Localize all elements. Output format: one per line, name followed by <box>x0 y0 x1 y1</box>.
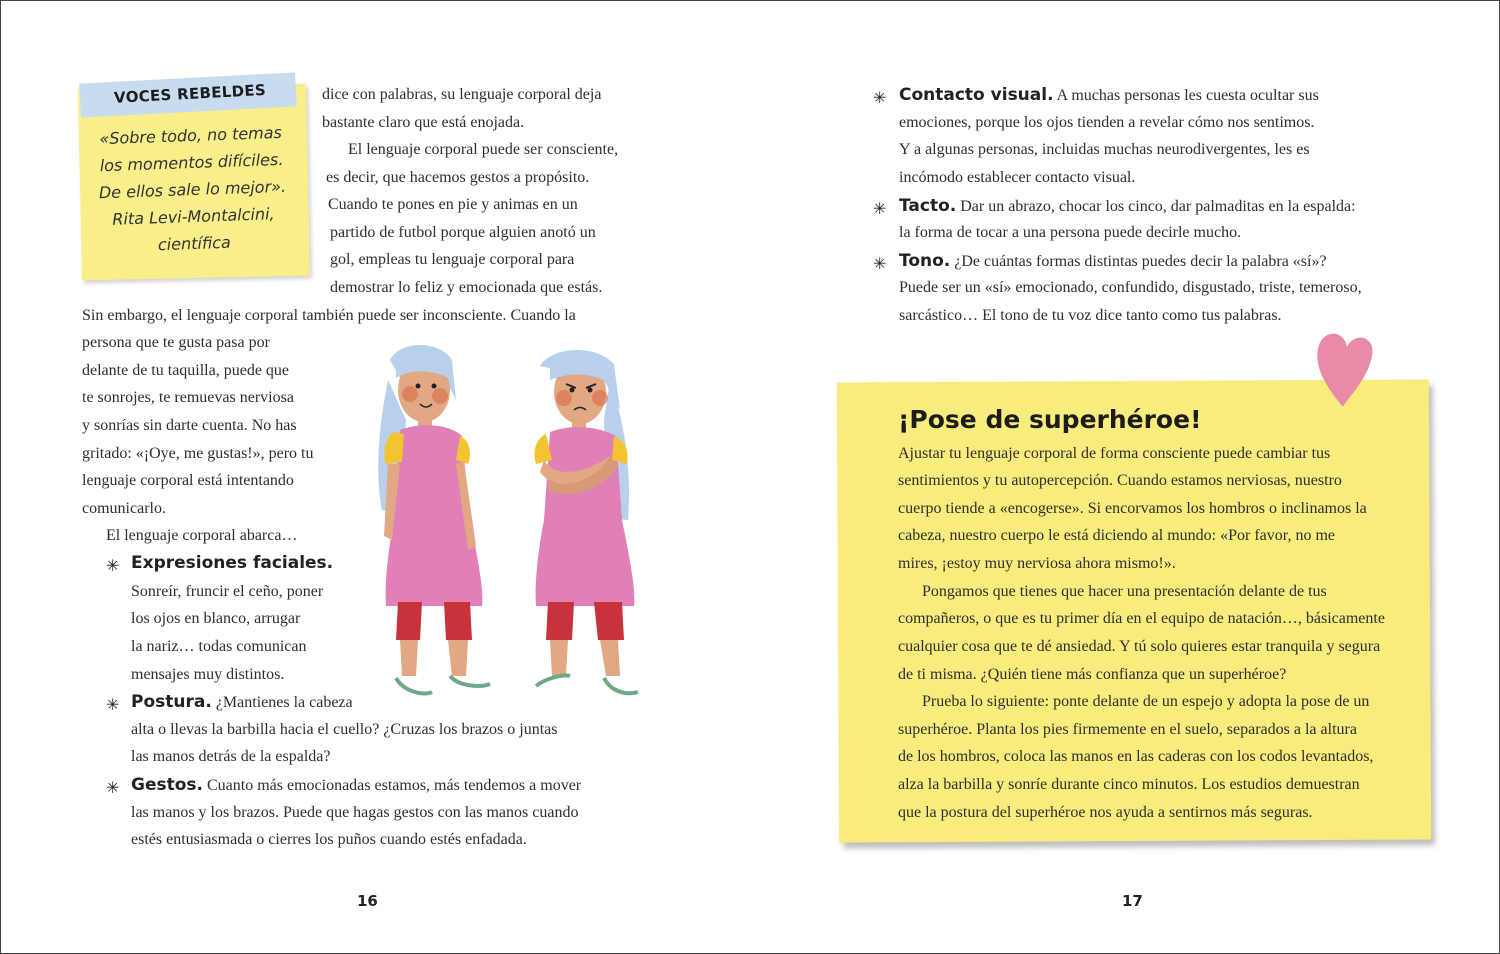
pose-line: superhéroe. Planta los pies firmemente en el suelo, separados a la altura <box>898 721 1357 738</box>
asterisk-bullet-icon: ✳ <box>873 199 887 218</box>
asterisk-bullet-icon: ✳ <box>106 695 120 714</box>
pose-line: cabeza, nuestro cuerpo le está diciendo al mundo: «Por favor, no me <box>898 527 1335 544</box>
bullet-contacto-first <box>899 85 1319 105</box>
body-line: persona que te gusta pasa por <box>82 334 270 351</box>
body-line: Cuando te pones en pie y animas en un <box>328 196 578 213</box>
pose-line: de los hombros, coloca las manos en las caderas con los codos levantados, <box>898 748 1374 765</box>
pose-line: Ajustar tu lenguaje corporal de forma consciente puede cambiar tus <box>898 445 1331 462</box>
bullet-gestos-first <box>131 775 581 795</box>
body-line: bastante claro que está enojada. <box>322 114 525 131</box>
asterisk-bullet-icon: ✳ <box>873 88 887 107</box>
bullet-line: los ojos en blanco, arrugar <box>131 610 301 627</box>
bullet-text: Cuanto más emocionadas estamos, más tendemos a mover <box>206 777 582 794</box>
body-line: demostrar lo feliz y emocionada que estás. <box>330 279 603 296</box>
pose-line: alza la barbilla y sonríe durante cinco minutos. Los estudios demuestran <box>898 776 1360 793</box>
pose-line: Prueba lo siguiente: ponte delante de un espejo y adopta la pose de un <box>922 693 1370 710</box>
girl-arms-crossed <box>534 350 638 693</box>
quote-line: «Sobre todo, no temas <box>99 122 283 149</box>
bullet-line: sarcástico… El tono de tu voz dice tanto como tus palabras. <box>899 307 1282 324</box>
girl-smiling <box>378 345 490 693</box>
pose-line: sentimientos y tu autopercepción. Cuando estamos nerviosas, nuestro <box>898 472 1342 489</box>
body-line: partido de futbol porque alguien anotó un <box>330 224 596 241</box>
bullet-text: Dar un abrazo, chocar los cinco, dar palmaditas en la espalda: <box>960 198 1356 215</box>
bullet-title-postura: Postura. <box>131 692 212 712</box>
pose-line: cuerpo tiende a «encogerse». Si encorvamos los hombros o inclinamos la <box>898 500 1367 517</box>
bullet-line: la nariz… todas comunican <box>131 638 307 655</box>
body-line: te sonrojes, te remuevas nerviosa <box>82 389 294 406</box>
body-line: El lenguaje corporal puede ser consciente, <box>348 141 619 158</box>
pose-line: compañeros, o que es tu primer día en el equipo de natación…, básicamente <box>898 610 1385 627</box>
body-line: dice con palabras, su lenguaje corporal deja <box>322 86 602 103</box>
pose-line: de ti misma. ¿Quién tiene más confianza que un superhéroe? <box>898 666 1287 683</box>
quote-line: De ellos sale lo mejor». <box>98 176 287 203</box>
bullet-line: Puede ser un «sí» emocionado, confundido, disgustado, triste, temeroso, <box>899 279 1362 296</box>
bullet-title-contacto: Contacto visual. <box>899 85 1054 105</box>
body-line: gritado: «¡Oye, me gustas!», pero tu <box>82 445 314 462</box>
pose-line: mires, ¡estoy muy nerviosa ahora mismo!». <box>898 555 1176 572</box>
pose-line: que la postura del superhéroe nos ayuda a sentirnos más seguras. <box>898 804 1313 821</box>
bullet-line: Sonreír, fruncir el ceño, poner <box>131 583 324 600</box>
bullet-line: alta o llevas la barbilla hacia el cuello? ¿Cruzas los brazos o juntas <box>131 721 558 738</box>
asterisk-bullet-icon: ✳ <box>106 556 120 575</box>
pose-title: ¡Pose de superhéroe! <box>898 405 1202 434</box>
bullet-title-faciales: Expresiones faciales. <box>131 553 334 573</box>
bullet-postura-first <box>131 692 353 712</box>
body-line: gol, empleas tu lenguaje corporal para <box>330 251 575 268</box>
page-number-left: 16 <box>357 892 378 910</box>
body-line: delante de tu taquilla, puede que <box>82 362 290 379</box>
girls-illustration <box>360 340 660 710</box>
bullet-title-gestos: Gestos. <box>131 775 203 795</box>
bullet-line: estés entusiasmada o cierres los puños cuando estés enfadada. <box>131 831 527 848</box>
bullet-line: incómodo establecer contacto visual. <box>899 169 1136 186</box>
quote-line: Rita Levi-Montalcini, <box>111 204 275 229</box>
body-line: es decir, que hacemos gestos a propósito. <box>326 169 590 186</box>
heart-icon <box>1308 328 1374 408</box>
body-line: El lenguaje corporal abarca… <box>106 527 298 544</box>
bullet-title-tono: Tono. <box>899 251 951 271</box>
bullet-line: Y a algunas personas, incluidas muchas neurodivergentes, les es <box>899 141 1310 158</box>
bullet-line: las manos detrás de la espalda? <box>131 748 331 765</box>
page-number-right: 17 <box>1122 892 1143 910</box>
pose-line: cualquier cosa que te dé ansiedad. Y tú solo quieres estar tranquila y segura <box>898 638 1381 655</box>
body-line: y sonrías sin darte cuenta. No has <box>82 417 297 434</box>
quote-line: científica <box>157 232 232 255</box>
bullet-line: emociones, porque los ojos tienden a revelar cómo nos sentimos. <box>899 114 1315 131</box>
bullet-text: ¿Mantienes la cabeza <box>215 694 353 711</box>
asterisk-bullet-icon: ✳ <box>873 254 887 273</box>
bullet-tono-first <box>899 251 1327 271</box>
bullet-title-tacto: Tacto. <box>899 196 957 216</box>
body-line: comunicarlo. <box>82 500 166 517</box>
bullet-tacto-first <box>899 196 1356 216</box>
bullet-line: mensajes muy distintos. <box>131 666 285 683</box>
note-tab-label: VOCES REBELDES <box>113 80 267 107</box>
bullet-line: las manos y los brazos. Puede que hagas gestos con las manos cuando <box>131 804 579 821</box>
bullet-line: la forma de tocar a una persona puede decirle mucho. <box>899 224 1242 241</box>
body-line: Sin embargo, el lenguaje corporal también puede ser inconsciente. Cuando la <box>82 307 576 324</box>
pose-line: Pongamos que tienes que hacer una presentación delante de tus <box>922 583 1327 600</box>
quote-line: los momentos difíciles. <box>99 149 284 176</box>
body-line: lenguaje corporal está intentando <box>82 472 294 489</box>
asterisk-bullet-icon: ✳ <box>106 778 120 797</box>
quote-text <box>93 119 293 261</box>
bullet-text: A muchas personas les cuesta ocultar sus <box>1056 87 1319 104</box>
bullet-text: ¿De cuántas formas distintas puedes decir la palabra «sí»? <box>954 253 1327 270</box>
